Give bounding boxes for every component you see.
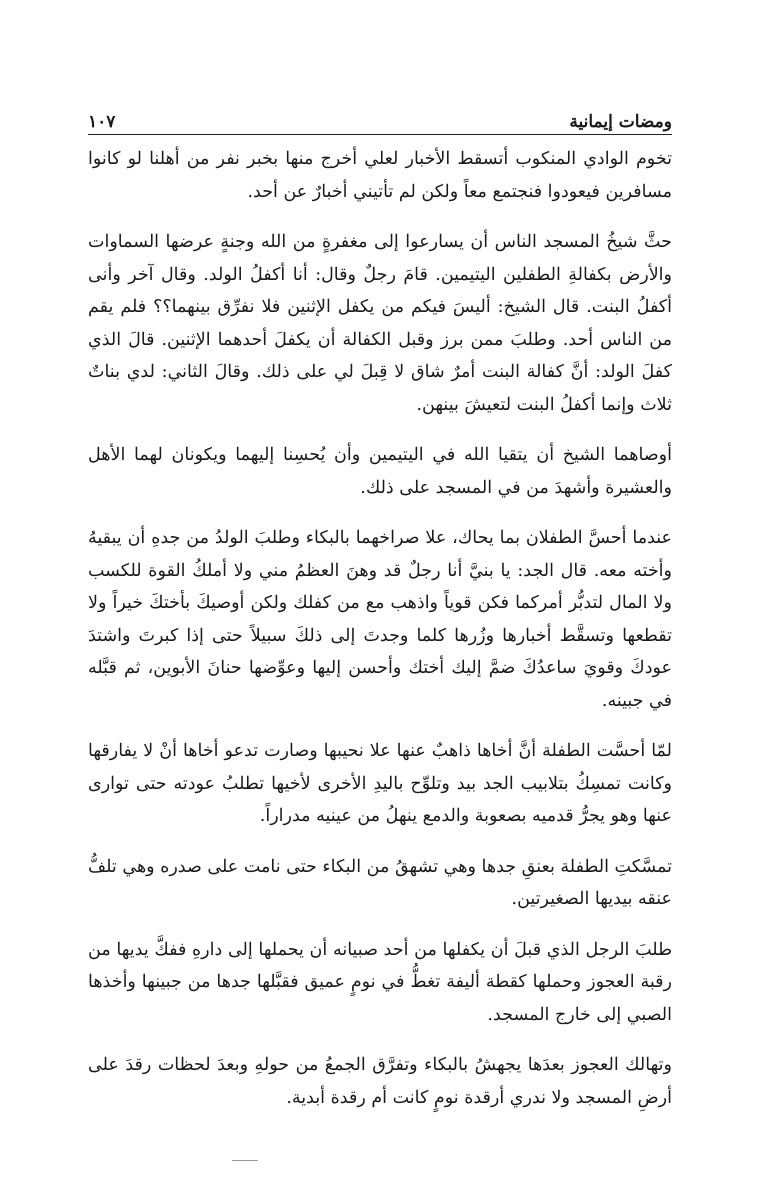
paragraph-7: طلبَ الرجل الذي قبلَ أن يكفلها من أحد صبيانه أن يحملها إلى دارهِ ففكَّ يديها من رقبة العجوز وحملها كقطة أليفة تغطُّ في نومٍ عميق فقبَّلها جدها من جبينها وأخذها الصبي إلى خارج المسجد. — [88, 939, 672, 1025]
paragraph-3: أوصاهما الشيخ أن يتقيا الله في اليتيمين وأن يُحسِنا إليهما ويكونان لهما الأهل والعشيرة وأشهدَ من في المسجد على ذلك. — [88, 445, 672, 498]
paragraph-6: تمسَّكتِ الطفلة بعنقِ جدها وهي تشهقُ من البكاء حتى نامت على صدره وهي تلفُّ عنقه بيديها الصغيرتين. — [88, 856, 672, 909]
paragraph-4: عندما أحسَّ الطفلان بما يحاك، علا صراخهما بالبكاء وطلبَ الولدُ من جدهِ أن يبقيهُ وأخته معه. قال الجد: يا بنيَّ أنا رجلٌ قد وهنَ العظمُ مني ولا أملكُ القوة للكسب ولا المال لتدبُّر أمركما فكن قوياً واذهب مع من كفلك ولكن أوصيكَ بأختكَ خيراً ولا تقطعها وتسقَّط أخبارها وزُرها كلما وجدتَ إلى ذلكَ سبيلاً حتى إذا كبرتَ واشتدَ عودكَ وقويَ ساعدُكَ ضمَّ إليك أختك وأحسن إليها وعوِّضها حنانَ الأبوين، ثم قبَّله في جبينه. — [88, 528, 672, 711]
book-title: ومضات إيمانية — [569, 112, 672, 132]
page-header — [88, 98, 672, 132]
paragraph-5: لمّا أحسَّت الطفلة أنَّ أخاها ذاهبٌ عنها علا نحيبها وصارت تدعو أخاها أنْ لا يفارقها وكانت تمسِكُ بتلابيب الجد بيد وتلوِّح باليدِ الأخرى لأخيها تطلبُ عودته حتى توارى عنها وهو يجرُّ قدميه بصعوبة والدمع ينهلُ من عينيه مدراراً. — [88, 741, 672, 826]
paragraph-1: تخوم الوادي المنكوب أتسقط الأخبار لعلي أخرج منها بخبر نفر من أهلنا لو كانوا مسافرين فيعودوا فنجتمع معاً ولكن لم تأتيني أخبارٌ عن أحد. — [88, 149, 672, 202]
body-text — [88, 143, 672, 1132]
paragraph-8: وتهالك العجوز بعدَها يجهشُ بالبكاء وتفرَّق الجمعُ من حولهِ وبعدَ لحظات رقدَ على أرضِ المسجد ولا ندري أرقدة نومٍ كانت أم رقدة أبدية. — [88, 1055, 672, 1108]
page-number: ١٠٧ — [88, 112, 116, 132]
header-divider — [88, 134, 672, 135]
footer-mark — [232, 1160, 258, 1161]
paragraph-2: حثَّ شيخُ المسجد الناس أن يسارعوا إلى مغفرةٍ من الله وجنةٍ عرضها السماوات والأرض بكفالةِ الطفلين اليتيمين. قامَ رجلٌ وقال: أنا أكفلُ الولد. وقال آخر وأنى أكفلُ البنت. قال الشيخ: أليسَ فيكم من يكفل الإثنين فلا نفرِّق بينهما؟؟ فلم يقم من الناس أحد. وطلبَ ممن برز وقبل الكفالة أن يكفلَ أحدهما الإثنين. قالَ الذي كفلَ الولد: أنَّ كفالة البنت أمرٌ شاق لا قِبلَ لي على ذلك. وقالَ الثاني: لدي بناتٌ ثلاث وإنما أكفلُ البنت لتعيشَ بينهن. — [88, 232, 672, 415]
